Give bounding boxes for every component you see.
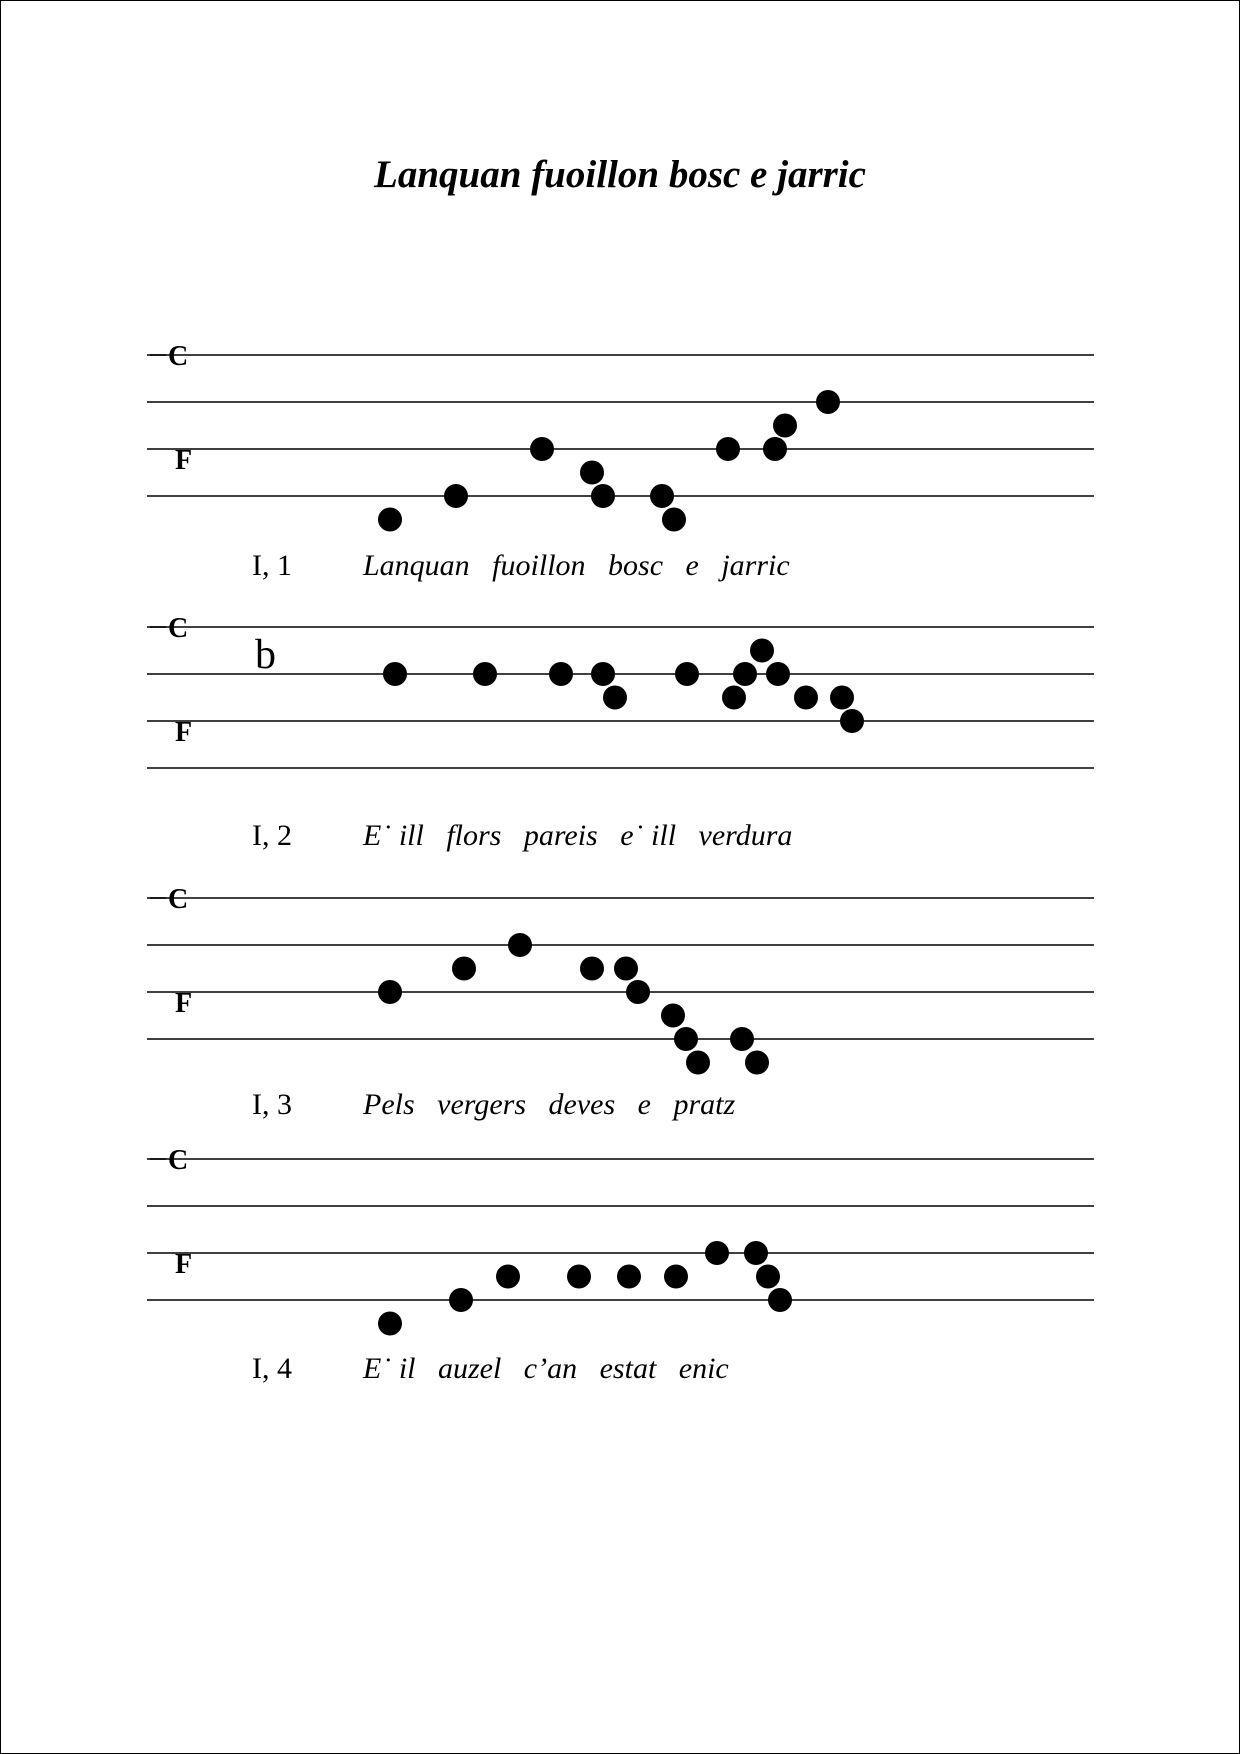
f-clef: F bbox=[175, 717, 193, 748]
c-clef: C bbox=[168, 884, 189, 915]
note-head bbox=[567, 1265, 591, 1289]
note-head bbox=[705, 1241, 729, 1265]
note-head bbox=[580, 461, 604, 485]
note-head bbox=[716, 437, 740, 461]
note-head bbox=[496, 1265, 520, 1289]
note-head bbox=[549, 662, 573, 686]
lyric-line: Lanquan fuoillon bosc e jarric bbox=[363, 549, 790, 582]
verse-label: I, 2 bbox=[252, 819, 292, 852]
note-head bbox=[730, 1027, 754, 1051]
note-head bbox=[614, 957, 638, 981]
note-head bbox=[756, 1265, 780, 1289]
verse-label: I, 1 bbox=[252, 549, 292, 582]
note-head bbox=[773, 414, 797, 438]
note-head bbox=[591, 484, 615, 508]
note-head bbox=[662, 508, 686, 532]
note-head bbox=[830, 686, 854, 710]
c-clef: C bbox=[168, 1145, 189, 1176]
note-head bbox=[591, 662, 615, 686]
note-head bbox=[603, 686, 627, 710]
c-clef: C bbox=[168, 613, 189, 644]
lyric-line: Pels vergers deves e pratz bbox=[363, 1088, 736, 1121]
verse-label: I, 3 bbox=[252, 1088, 292, 1121]
note-head bbox=[750, 639, 774, 663]
note-head bbox=[580, 957, 604, 981]
f-clef: F bbox=[175, 445, 193, 476]
note-head bbox=[675, 662, 699, 686]
page-title: Lanquan fuoillon bosc e jarric bbox=[374, 153, 866, 196]
note-head bbox=[766, 662, 790, 686]
note-head bbox=[686, 1051, 710, 1075]
note-head bbox=[452, 957, 476, 981]
note-head bbox=[768, 1288, 792, 1312]
note-head bbox=[664, 1265, 688, 1289]
note-head bbox=[626, 980, 650, 1004]
note-head bbox=[840, 709, 864, 733]
note-head bbox=[617, 1265, 641, 1289]
note-head bbox=[444, 484, 468, 508]
c-clef: C bbox=[168, 341, 189, 372]
note-head bbox=[650, 484, 674, 508]
note-head bbox=[530, 437, 554, 461]
f-clef: F bbox=[175, 1249, 193, 1280]
note-head bbox=[745, 1051, 769, 1075]
note-head bbox=[722, 686, 746, 710]
note-head bbox=[661, 1004, 685, 1028]
f-clef: F bbox=[175, 988, 193, 1019]
note-head bbox=[508, 933, 532, 957]
note-head bbox=[816, 390, 840, 414]
note-head bbox=[378, 1312, 402, 1336]
note-head bbox=[733, 662, 757, 686]
flat-sign: b bbox=[255, 632, 276, 678]
lyric-line: E˙ ill flors pareis e˙ ill verdura bbox=[363, 819, 793, 852]
note-head bbox=[449, 1288, 473, 1312]
verse-label: I, 4 bbox=[252, 1352, 292, 1385]
note-head bbox=[378, 508, 402, 532]
note-head bbox=[674, 1027, 698, 1051]
note-head bbox=[383, 662, 407, 686]
note-head bbox=[378, 980, 402, 1004]
note-head bbox=[473, 662, 497, 686]
lyric-line: E˙ il auzel c’an estat enic bbox=[363, 1352, 729, 1385]
note-head bbox=[744, 1241, 768, 1265]
note-head bbox=[763, 437, 787, 461]
note-head bbox=[794, 686, 818, 710]
